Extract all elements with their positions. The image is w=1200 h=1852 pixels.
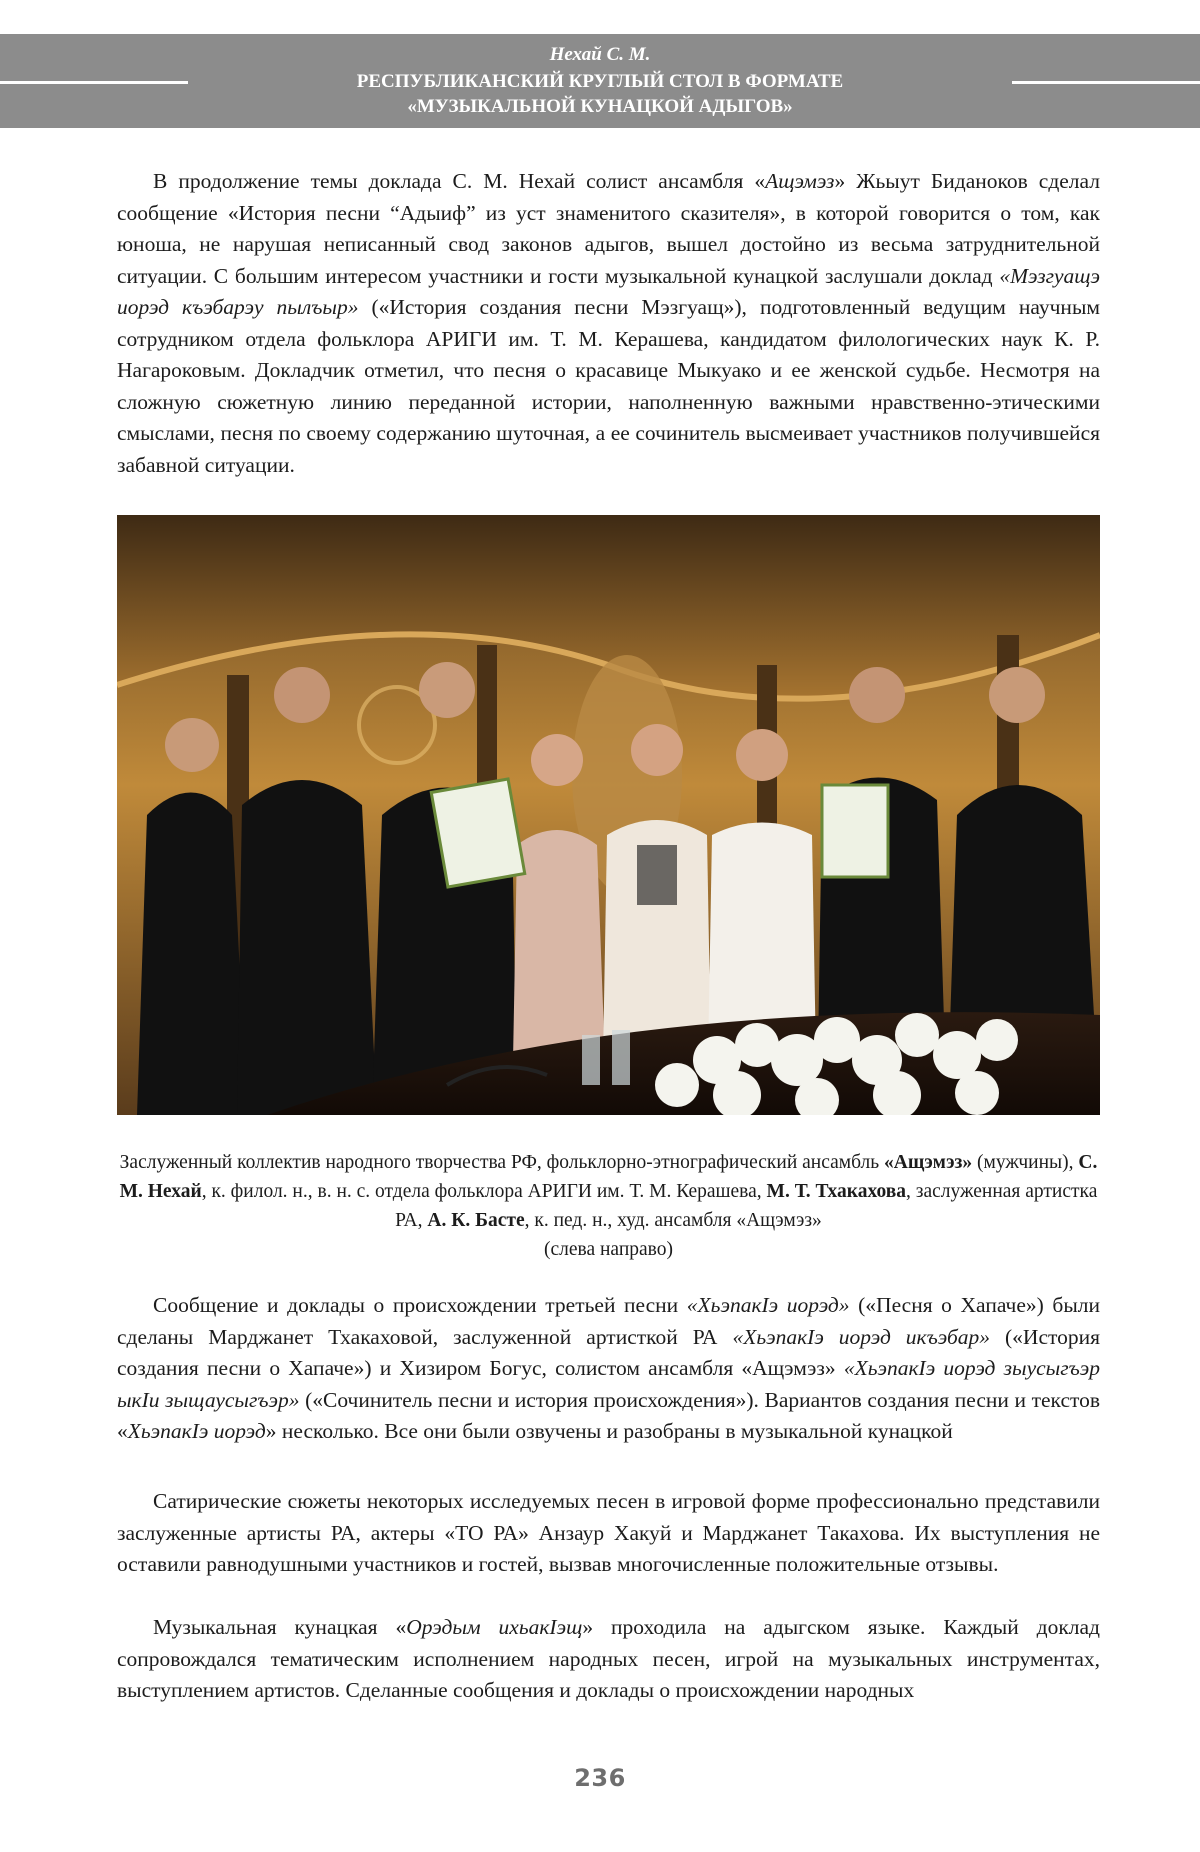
header-title-line-2: «МУЗЫКАЛЬНОЙ КУНАЦКОЙ АДЫГОВ» <box>407 96 793 117</box>
paragraph-2-italic-4: ХьэпакIэ иорэд <box>127 1419 266 1443</box>
paragraph-1-italic-1: Ащэмэз <box>765 169 835 193</box>
caption-text-3: , к. филол. н., в. н. с. отдела фольклора АРИГИ им. Т. М. Керашева, <box>201 1181 767 1202</box>
caption-text-2: (мужчины), <box>972 1152 1079 1173</box>
paragraph-4 <box>117 1612 1100 1707</box>
caption-text-1: Заслуженный коллектив народного творчества РФ, фольклорно-этнографический ансамбль <box>119 1152 885 1173</box>
caption-bold-4: А. К. Басте <box>427 1210 525 1231</box>
caption-bold-3: М. Т. Тхакахова <box>766 1181 907 1202</box>
paragraph-4-text-2: » проходила на адыгском языке. Каждый доклад сопровождался тематическим исполнением народных песен, игрой на музыкальных инструментах, выступлением артистов. Сделанные сообщения и доклады о происхождении народных <box>117 1615 1101 1702</box>
paragraph-2 <box>117 1290 1100 1448</box>
paragraph-1 <box>117 166 1100 481</box>
paragraph-3: Сатирические сюжеты некоторых исследуемых песен в игровой форме профессионально представили заслуженные артисты РА, актеры «ТО РА» Анзаур Хакуй и Марджанет Такахова. Их выступления не оставили равнодушными участников и гостей, вызвав многочисленные положительные отзывы. <box>117 1489 1100 1576</box>
paragraph-1-text-3: («История создания песни Мэзгуащ»), подготовленный ведущим научным сотрудником отдела фольклора АРИГИ им. Т. М. Керашева, кандидатом филологических наук К. Р. Нагароковым. Докладчик отметил, что песня о красавице Мыкуако и ее женской судьбе. Несмотря на сложную сюжетную линию переданной истории, наполненную важными нравственно-этическими смыслами, песня по своему содержанию шуточная, а ее сочинитель высмеивает участников получившейся забавной ситуации. <box>117 295 1100 477</box>
header-author: Нехай С. М. <box>549 44 651 65</box>
photo-caption <box>117 1148 1100 1264</box>
page-number: 236 <box>574 1764 626 1792</box>
group-photo-illustration <box>117 515 1100 1115</box>
caption-text-4: , заслуженная артистка РА, <box>395 1181 1098 1231</box>
header-rule-right <box>1012 81 1200 84</box>
paragraph-2-italic-3: «ХьэпакIэ иорэд зыусыгъэр ыкIи зыщаусыгъэр» <box>117 1356 1100 1412</box>
paragraph-2-italic-2: «ХьэпакIэ иорэд икъэбар» <box>732 1324 991 1349</box>
header-title-line-1: РЕСПУБЛИКАНСКИЙ КРУГЛЫЙ СТОЛ В ФОРМАТЕ <box>356 71 844 92</box>
paragraph-2-text-3: («История создания песни о Хапаче») и Хизиром Богус, солистом ансамбля «Ащэмэз» <box>117 1324 1100 1380</box>
paragraph-2-text-2: («Песня о Хапаче») были сделаны Марджанет Тхакаховой, заслуженной артисткой РА <box>117 1293 1100 1349</box>
group-photo <box>117 515 1100 1115</box>
header-title <box>220 69 980 119</box>
paragraph-2-text-1: Сообщение и доклады о происхождении третьей песни <box>153 1293 687 1317</box>
caption-text-6: (слева направо) <box>543 1239 673 1260</box>
paragraph-1-italic-2: «Мэзгуащэ иорэд къэбарэу пылъыр» <box>117 263 1100 319</box>
caption-bold-2: С. М. Нехай <box>119 1152 1098 1202</box>
paragraph-4-italic-1: Орэдым ихьакIэщ <box>406 1615 583 1639</box>
paragraph-1-text-1: В продолжение темы доклада С. М. Нехай солист ансамбля « <box>153 169 766 193</box>
paragraph-2-text-4: («Сочинитель песни и история происхождения»). Вариантов создания песни и текстов « <box>117 1387 1100 1443</box>
caption-bold-1: «Ащэмэз» <box>884 1152 973 1173</box>
paragraph-2-italic-1: «ХьэпакIэ иорэд» <box>686 1293 850 1317</box>
paragraph-4-text-1: Музыкальная кунацкая « <box>153 1615 407 1639</box>
header-rule-left <box>0 81 188 84</box>
paragraph-2-text-5: » несколько. Все они были озвучены и разобраны в музыкальной кунацкой <box>265 1419 953 1443</box>
running-header <box>0 34 1200 128</box>
paragraph-1-text-2: » Жьыут Биданоков сделал сообщение «История песни “Адыиф” из уст знаменитого сказителя», в которой говорится о том, как юноша, не нарушая неписанный свод законов адыгов, вышел достойно из весьма затруднительной ситуации. С большим интересом участники и гости музыкальной кунацкой заслушали доклад <box>117 169 1101 288</box>
caption-text-5: , к. пед. н., худ. ансамбля «Ащэмэз» <box>524 1210 822 1231</box>
